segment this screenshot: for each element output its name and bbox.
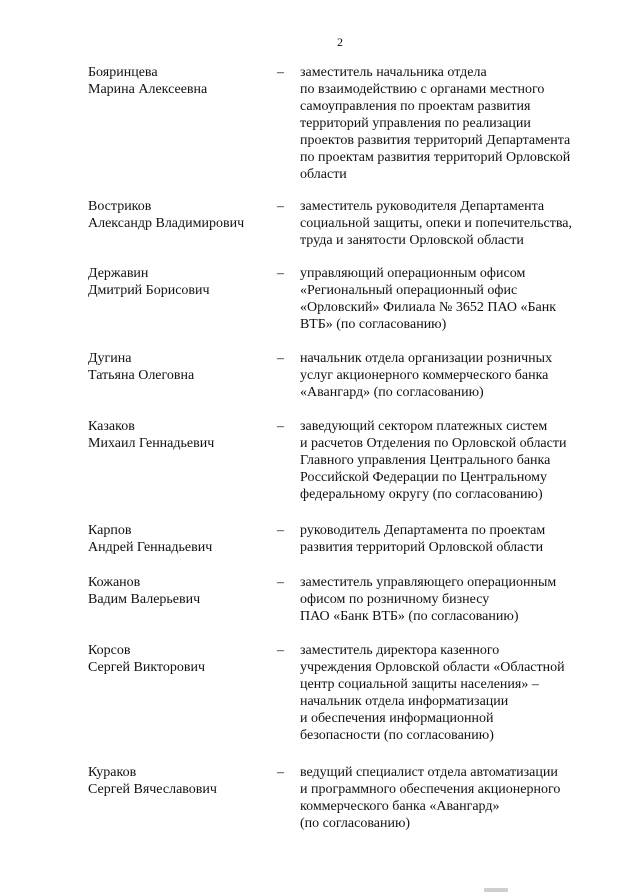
position-line: Главного управления Центрального банка: [300, 453, 551, 468]
position-line: по проектам развития территорий Орловской: [300, 150, 571, 165]
member-surname: Дугина: [88, 351, 132, 366]
member-position: [300, 265, 600, 333]
member-name: [88, 418, 273, 452]
member-given-name: Михаил Геннадьевич: [88, 436, 215, 451]
member-given-name: Сергей Вячеславович: [88, 782, 217, 797]
member-surname: Карпов: [88, 523, 132, 538]
member-name: [88, 350, 273, 384]
member-name: [88, 574, 273, 608]
member-position: [300, 764, 600, 832]
member-surname: Востриков: [88, 199, 152, 214]
member-position: [300, 350, 600, 401]
member-given-name: Дмитрий Борисович: [88, 283, 210, 298]
member-surname: Кураков: [88, 765, 137, 780]
position-line: заведующий сектором платежных систем: [300, 419, 548, 434]
position-line: и обеспечения информационной: [300, 711, 494, 726]
position-line: управляющий операционным офисом: [300, 266, 526, 281]
page-number: 2: [337, 35, 343, 49]
member-surname: Державин: [88, 266, 149, 281]
position-line: «Региональный операционный офис: [300, 283, 518, 298]
member-position: [300, 198, 600, 249]
member-given-name: Вадим Валерьевич: [88, 592, 201, 607]
position-line: «Орловский» Филиала № 3652 ПАО «Банк: [300, 300, 557, 315]
position-line: социальной защиты, опеки и попечительства,: [300, 216, 572, 231]
member-position: [300, 642, 600, 744]
position-line: (по согласованию): [300, 816, 411, 831]
position-line: и расчетов Отделения по Орловской области: [300, 436, 567, 451]
position-line: центр социальной защиты населения» –: [300, 677, 539, 692]
member-given-name: Андрей Геннадьевич: [88, 540, 213, 555]
separator-dash: –: [277, 266, 284, 281]
member-name: [88, 522, 273, 556]
member-surname: Корсов: [88, 643, 131, 658]
member-position: [300, 522, 600, 556]
separator-dash: –: [277, 643, 284, 658]
separator-dash: –: [277, 575, 284, 590]
position-line: территорий управления по реализации: [300, 116, 531, 131]
position-line: заместитель начальника отдела: [300, 65, 487, 80]
position-line: труда и занятости Орловской области: [300, 233, 524, 248]
position-line: услуг акционерного коммерческого банка: [300, 368, 549, 383]
position-line: заместитель управляющего операционным: [300, 575, 557, 590]
member-name: [88, 642, 273, 676]
separator-dash: –: [277, 351, 284, 366]
member-given-name: Сергей Викторович: [88, 660, 206, 675]
member-position: [300, 574, 600, 625]
position-line: начальник отдела организации розничных: [300, 351, 553, 366]
separator-dash: –: [277, 523, 284, 538]
separator-dash: –: [277, 65, 284, 80]
position-line: коммерческого банка «Авангард»: [300, 799, 500, 814]
member-surname: Кожанов: [88, 575, 141, 590]
position-line: руководитель Департамента по проектам: [300, 523, 546, 538]
position-line: самоуправления по проектам развития: [300, 99, 531, 114]
position-line: ПАО «Банк ВТБ» (по согласованию): [300, 609, 519, 624]
separator-dash: –: [277, 419, 284, 434]
position-line: безопасности (по согласованию): [300, 728, 494, 743]
member-name: [88, 64, 273, 98]
position-line: Российской Федерации по Центральному: [300, 470, 548, 485]
position-line: заместитель руководителя Департамента: [300, 199, 545, 214]
position-line: области: [300, 167, 347, 182]
separator-dash: –: [277, 765, 284, 780]
member-given-name: Татьяна Олеговна: [88, 368, 195, 383]
member-given-name: Александр Владимирович: [88, 216, 245, 231]
position-line: проектов развития территорий Департамента: [300, 133, 571, 148]
position-line: по взаимодействию с органами местного: [300, 82, 545, 97]
member-surname: Бояринцева: [88, 65, 158, 80]
member-given-name: Марина Алексеевна: [88, 82, 208, 97]
scan-mark: [484, 888, 508, 892]
position-line: «Авангард» (по согласованию): [300, 385, 484, 400]
position-line: офисом по розничному бизнесу: [300, 592, 490, 607]
member-surname: Казаков: [88, 419, 135, 434]
member-position: [300, 418, 600, 503]
position-line: ведущий специалист отдела автоматизации: [300, 765, 558, 780]
position-line: развития территорий Орловской области: [300, 540, 544, 555]
position-line: федеральному округу (по согласованию): [300, 487, 543, 502]
position-line: и программного обеспечения акционерного: [300, 782, 561, 797]
position-line: ВТБ» (по согласованию): [300, 317, 447, 332]
member-name: [88, 764, 273, 798]
position-line: заместитель директора казенного: [300, 643, 500, 658]
member-name: [88, 198, 273, 232]
member-name: [88, 265, 273, 299]
separator-dash: –: [277, 199, 284, 214]
position-line: начальник отдела информатизации: [300, 694, 509, 709]
position-line: учреждения Орловской области «Областной: [300, 660, 565, 675]
member-position: [300, 64, 600, 183]
